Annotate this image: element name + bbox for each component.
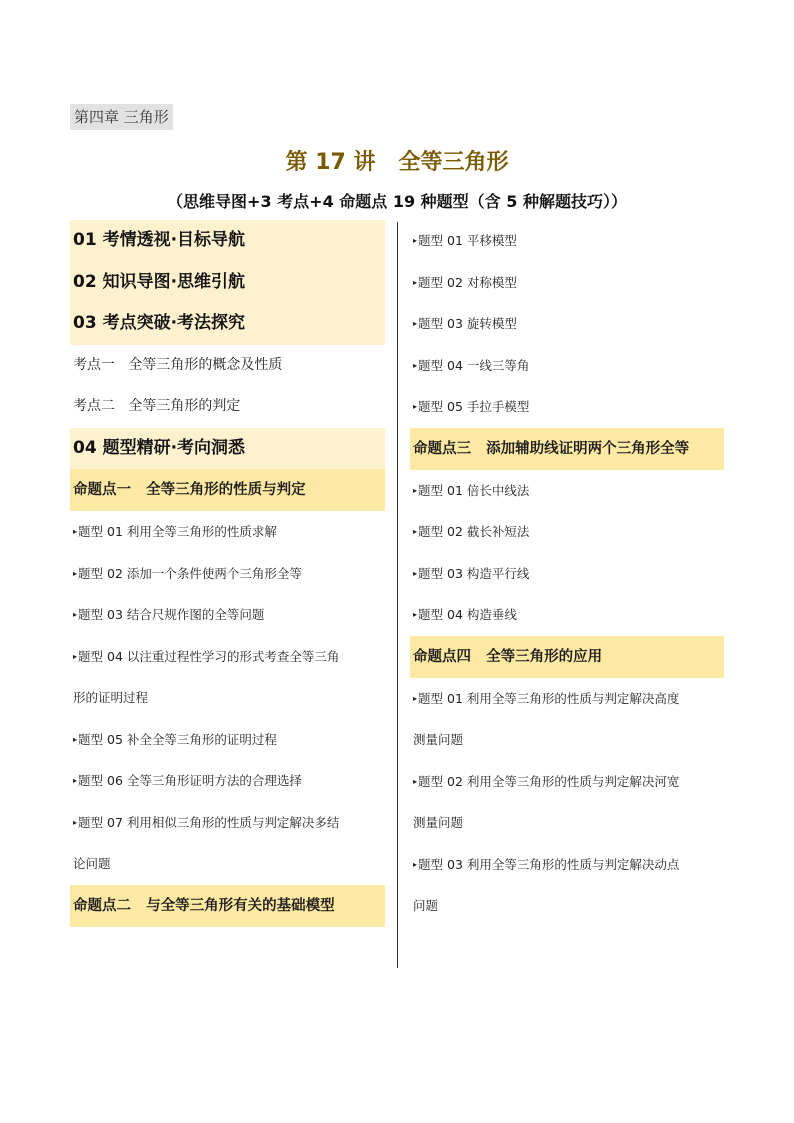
toc-entry-text: 考点二 全等三角形的判定 <box>73 398 241 414</box>
triangle-bullet-icon: ▸ <box>413 485 418 495</box>
toc-entry-text: 论问题 <box>73 856 111 871</box>
column-divider <box>397 222 398 968</box>
toc-question-type[interactable] <box>410 553 724 595</box>
triangle-bullet-icon: ▸ <box>413 859 418 869</box>
toc-question-type[interactable] <box>410 511 724 553</box>
triangle-bullet-icon: ▸ <box>413 277 418 287</box>
toc-entry-text: 形的证明过程 <box>73 690 149 705</box>
toc-entry-text: 题型 04 以注重过程性学习的形式考查全等三角 <box>78 648 340 664</box>
triangle-bullet-icon: ▸ <box>73 527 78 536</box>
toc-entry-text: 02 知识导图·思维引航 <box>73 271 246 292</box>
triangle-bullet-icon: ▸ <box>73 610 78 619</box>
toc-question-type-continued[interactable] <box>410 719 724 761</box>
toc-question-type[interactable] <box>70 636 385 678</box>
toc-proposition[interactable] <box>70 885 385 927</box>
toc-question-type[interactable] <box>410 844 724 886</box>
triangle-bullet-icon: ▸ <box>413 776 418 786</box>
toc-entry-text: 题型 03 构造平行线 <box>418 565 530 581</box>
triangle-bullet-icon: ▸ <box>413 693 418 703</box>
toc-question-type[interactable] <box>70 760 385 802</box>
chapter-label: 第四章 三角形 <box>70 104 173 130</box>
toc-question-type[interactable] <box>70 719 385 761</box>
toc-entry-text: 命题点一 全等三角形的性质与判定 <box>73 482 306 498</box>
triangle-bullet-icon: ▸ <box>413 236 418 245</box>
toc-entry-text: 题型 04 一线三等角 <box>418 357 530 373</box>
toc-entry-text: 测量问题 <box>413 815 464 830</box>
toc-question-type-continued[interactable] <box>410 885 724 927</box>
triangle-bullet-icon: ▸ <box>413 610 418 619</box>
toc-exam-point[interactable] <box>70 345 385 387</box>
lecture-subtitle: （思维导图+3 考点+4 命题点 19 种题型（含 5 种解题技巧）） <box>167 192 627 211</box>
triangle-bullet-icon: ▸ <box>413 402 418 411</box>
toc-section[interactable] <box>70 428 385 470</box>
toc-question-type[interactable] <box>410 761 724 803</box>
lecture-title: 第 17 讲 全等三角形 <box>285 150 509 175</box>
toc-proposition[interactable] <box>410 428 724 470</box>
toc-entry-text: 命题点四 全等三角形的应用 <box>413 648 603 665</box>
toc-section[interactable] <box>70 220 385 262</box>
toc-entry-text: 考点一 全等三角形的概念及性质 <box>73 356 283 373</box>
toc-right-column <box>410 220 724 927</box>
toc-entry-text: 04 题型精研·考向洞悉 <box>73 437 246 458</box>
toc-question-type-continued[interactable] <box>70 677 385 719</box>
triangle-bullet-icon: ▸ <box>73 817 78 827</box>
toc-proposition[interactable] <box>410 636 724 678</box>
toc-entry-text: 命题点三 添加辅助线证明两个三角形全等 <box>413 440 690 457</box>
toc-entry-text: 命题点二 与全等三角形有关的基础模型 <box>73 897 335 914</box>
toc-entry-text: 题型 01 倍长中线法 <box>418 482 530 498</box>
toc-question-type[interactable] <box>410 262 724 304</box>
toc-entry-text: 题型 03 旋转模型 <box>418 316 517 331</box>
toc-question-type[interactable] <box>70 553 385 595</box>
toc-entry-text: 测量问题 <box>413 732 464 747</box>
triangle-bullet-icon: ▸ <box>73 651 78 661</box>
toc-entry-text: 题型 02 截长补短法 <box>418 524 530 539</box>
toc-question-type[interactable] <box>70 802 385 844</box>
toc-entry-text: 题型 03 结合尺规作图的全等问题 <box>78 607 265 622</box>
toc-entry-text: 题型 04 构造垂线 <box>418 607 517 622</box>
toc-proposition[interactable] <box>70 469 385 511</box>
toc-question-type[interactable] <box>410 220 724 262</box>
toc-entry-text: 题型 06 全等三角形证明方法的合理选择 <box>78 773 302 788</box>
toc-left-column <box>70 220 385 927</box>
triangle-bullet-icon: ▸ <box>413 319 418 328</box>
toc-entry-text: 题型 05 补全全等三角形的证明过程 <box>78 731 277 747</box>
toc-question-type[interactable] <box>410 303 724 345</box>
triangle-bullet-icon: ▸ <box>73 776 78 785</box>
triangle-bullet-icon: ▸ <box>413 360 418 370</box>
toc-question-type-continued[interactable] <box>410 802 724 844</box>
toc-question-type[interactable] <box>410 594 724 636</box>
triangle-bullet-icon: ▸ <box>413 527 418 536</box>
toc-question-type[interactable] <box>410 386 724 428</box>
toc-entry-text: 题型 07 利用相似三角形的性质与判定解决多结 <box>78 814 340 830</box>
toc-question-type-continued[interactable] <box>70 843 385 885</box>
toc-entry-text: 题型 01 利用全等三角形的性质求解 <box>78 524 277 539</box>
toc-entry-text: 题型 02 添加一个条件使两个三角形全等 <box>78 565 302 581</box>
toc-question-type[interactable] <box>70 511 385 553</box>
toc-section[interactable] <box>70 303 385 345</box>
toc-exam-point[interactable] <box>70 386 385 428</box>
toc-entry-text: 题型 02 利用全等三角形的性质与判定解决河宽 <box>418 773 680 789</box>
toc-entry-text: 问题 <box>413 898 439 913</box>
toc-entry-text: 题型 01 利用全等三角形的性质与判定解决高度 <box>418 690 680 706</box>
toc-entry-text: 题型 05 手拉手模型 <box>418 399 530 414</box>
toc-question-type[interactable] <box>410 345 724 387</box>
toc-section[interactable] <box>70 262 385 304</box>
toc-question-type[interactable] <box>70 594 385 636</box>
toc-question-type[interactable] <box>410 470 724 512</box>
toc-question-type[interactable] <box>410 678 724 720</box>
triangle-bullet-icon: ▸ <box>413 568 418 578</box>
toc-entry-text: 01 考情透视·目标导航 <box>73 230 246 250</box>
triangle-bullet-icon: ▸ <box>73 734 78 744</box>
toc-entry-text: 题型 01 平移模型 <box>418 233 517 248</box>
triangle-bullet-icon: ▸ <box>73 568 78 578</box>
toc-entry-text: 题型 03 利用全等三角形的性质与判定解决动点 <box>418 856 680 872</box>
toc-entry-text: 题型 02 对称模型 <box>418 274 517 290</box>
toc-entry-text: 03 考点突破·考法探究 <box>73 313 246 333</box>
